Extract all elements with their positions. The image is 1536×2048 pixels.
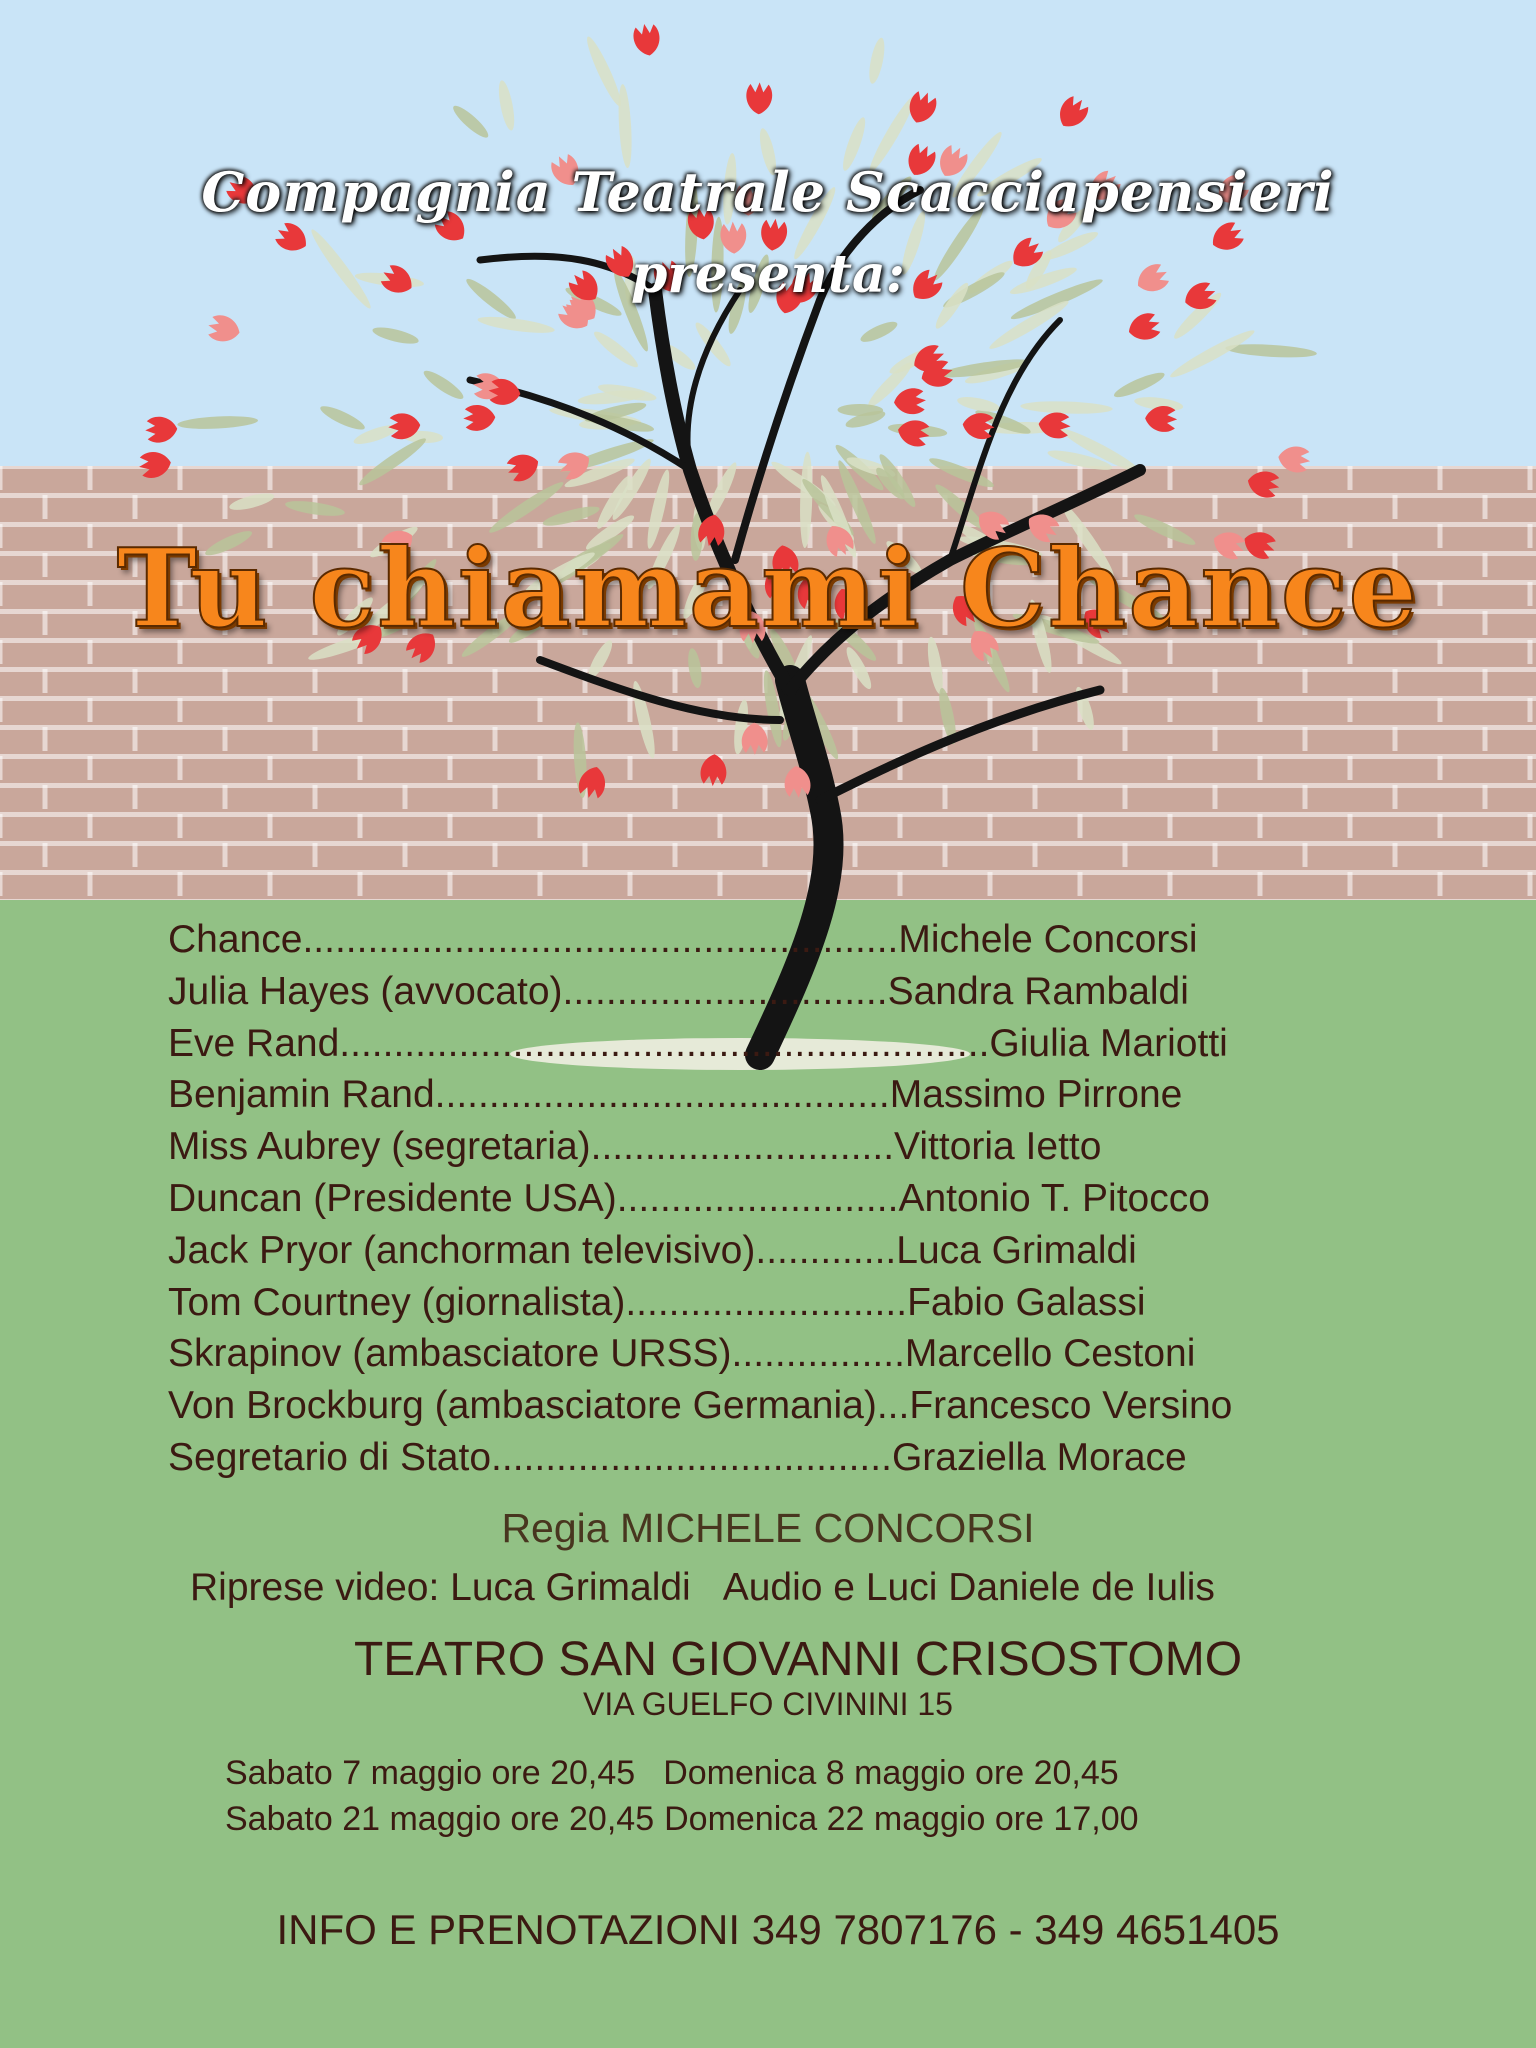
director-credit: Regia MICHELE CONCORSI (501, 1505, 1035, 1551)
cast-role: Eve Rand (168, 1021, 340, 1065)
cast-dots: ............................ (590, 1125, 895, 1169)
cast-role: Segretario di Stato (168, 1435, 492, 1479)
date-item: Sabato 21 maggio ore 20,45 (225, 1800, 655, 1838)
cast-actor: Fabio Galassi (907, 1280, 1146, 1324)
video-credit: Riprese video: Luca Grimaldi (190, 1566, 691, 1609)
date-item: Domenica 8 maggio ore 20,45 (663, 1754, 1119, 1792)
tech-credits (190, 1566, 1247, 1610)
cast-row (168, 966, 1368, 1018)
cast-actor: Michele Concorsi (898, 918, 1198, 961)
cast-role: Tom Courtney (giornalista) (168, 1280, 626, 1324)
cast-role: Duncan (Presidente USA) (168, 1176, 617, 1220)
cast-actor: Francesco Versino (909, 1384, 1233, 1428)
cast-row (168, 1277, 1368, 1329)
cast-role: Skrapinov (ambasciatore URSS) (168, 1332, 732, 1376)
cast-row (168, 1173, 1368, 1225)
cast-actor: Graziella Morace (891, 1435, 1187, 1479)
booking-info: INFO E PRENOTAZIONI 349 7807176 - 349 4651405 (276, 1906, 1280, 1953)
cast-list (168, 914, 1368, 1484)
cast-dots: ................ (731, 1332, 905, 1376)
cast-row (168, 1121, 1368, 1173)
cast-row (168, 1069, 1368, 1121)
cast-role: Von Brockburg (ambasciatore Germania) (168, 1384, 877, 1428)
cast-dots: .......................................... (434, 1073, 890, 1117)
cast-role: Miss Aubrey (segretaria) (168, 1125, 591, 1169)
cast-dots: ............................................................ (339, 1021, 990, 1065)
cast-row (168, 1432, 1368, 1484)
cast-dots: ............. (755, 1228, 897, 1272)
cast-dots: ..................................... (491, 1435, 892, 1479)
cast-row (168, 1018, 1368, 1070)
audio-credit: Audio e Luci Daniele de Iulis (722, 1566, 1215, 1609)
venue-address: VIA GUELFO CIVININI 15 (583, 1686, 953, 1722)
cast-row (168, 914, 1368, 966)
cast-actor: Antonio T. Pitocco (898, 1176, 1210, 1220)
cast-actor: Massimo Pirrone (889, 1073, 1183, 1117)
date-item: Domenica 22 maggio ore 17,00 (664, 1800, 1139, 1838)
company-name: Compagnia Teatrale Scacciapensieri (201, 160, 1335, 224)
cast-role: Benjamin Rand (168, 1073, 435, 1117)
cast-dots: ....................................................... (302, 918, 899, 961)
cast-actor: Giulia Mariotti (989, 1021, 1228, 1065)
tree-flowers (137, 22, 1311, 802)
presenta-label: presenta: (631, 244, 905, 305)
cast-role: Julia Hayes (avvocato) (168, 969, 563, 1013)
cast-row (168, 1380, 1368, 1432)
cast-actor: Marcello Cestoni (904, 1332, 1196, 1376)
cast-dots: .............................. (562, 969, 888, 1013)
cast-role: Jack Pryor (anchorman televisivo) (168, 1228, 756, 1272)
dates-row-2 (225, 1796, 1139, 1842)
show-dates (225, 1750, 1139, 1842)
cast-row (168, 1225, 1368, 1277)
cast-actor: Vittoria Ietto (894, 1125, 1102, 1169)
date-item: Sabato 7 maggio ore 20,45 (225, 1754, 636, 1792)
dates-row-1 (225, 1750, 1139, 1796)
cast-actor: Sandra Rambaldi (887, 969, 1189, 1013)
tree-leaves (177, 34, 1317, 798)
cast-dots: .......................... (616, 1176, 899, 1220)
cast-dots: ... (876, 1384, 910, 1428)
cast-row (168, 1328, 1368, 1380)
cast-role: Chance (168, 918, 303, 961)
cast-dots: .......................... (625, 1280, 908, 1324)
venue-name: TEATRO SAN GIOVANNI CRISOSTOMO (353, 1633, 1243, 1686)
show-title: Tu chiamami Chance (116, 526, 1420, 652)
cast-actor: Luca Grimaldi (896, 1228, 1137, 1272)
